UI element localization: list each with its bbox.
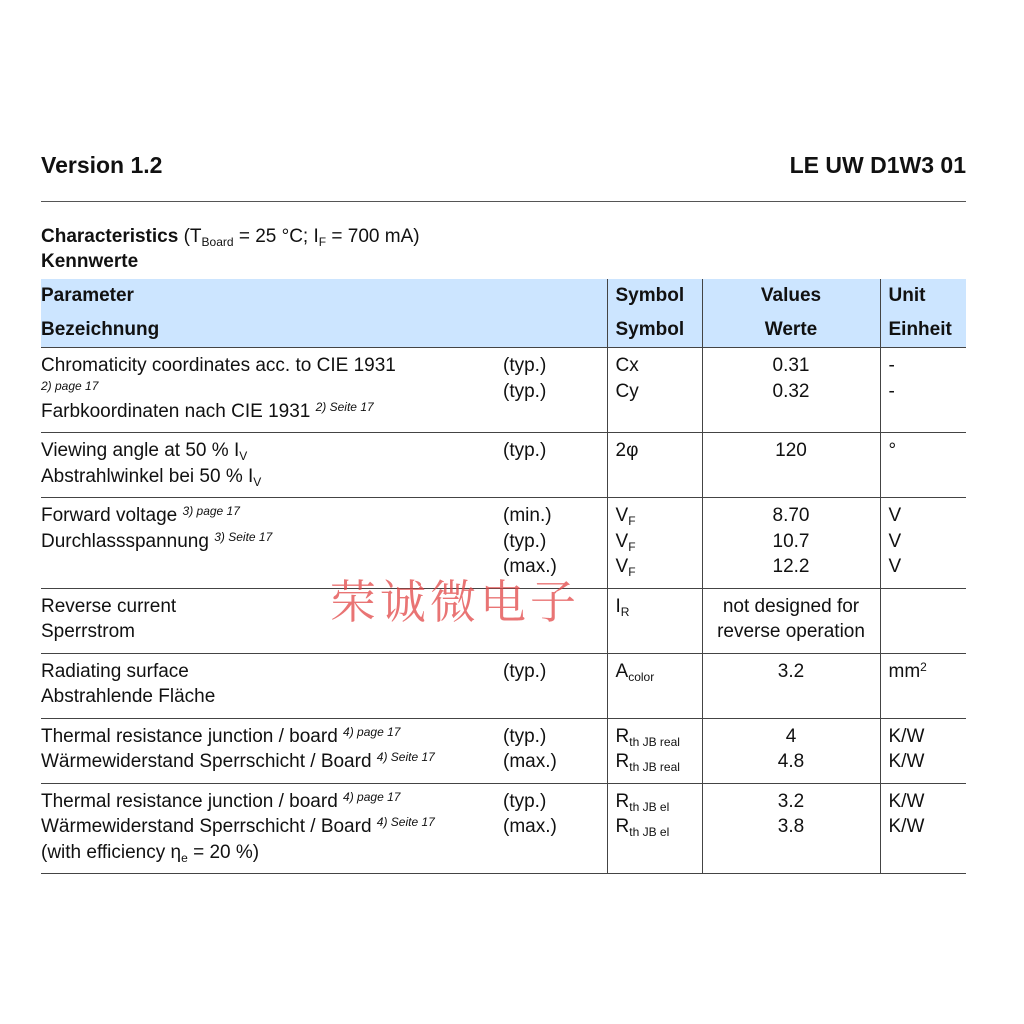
table-row: [41, 433, 966, 498]
version-label: Version 1.2: [41, 152, 163, 178]
table-row: [41, 783, 966, 874]
condition-cell: (min.) (typ.) (max.): [503, 505, 557, 577]
unit-cell: K/W K/W: [888, 725, 925, 772]
table-header-row: [41, 279, 966, 313]
symbol-cell: $A_{color}$: [607, 653, 702, 718]
condition-cell: (typ.) (typ.): [503, 355, 547, 402]
watermark: 荣诚微电子: [330, 575, 580, 629]
symbol-cell: $I_R$: [607, 588, 702, 653]
condition-cell: (typ.): [503, 660, 547, 682]
header-unit: Unit: [888, 285, 926, 307]
symbol-cell: $V_F$ $V_F$ $V_F$: [607, 498, 702, 589]
characteristics-table: [41, 279, 966, 874]
symbol-cell: Cx Cy: [607, 348, 702, 433]
unit-cell: V V V: [888, 505, 902, 577]
unit-cell: K/W K/W: [888, 790, 925, 837]
unit-cell: $mm^2$: [888, 659, 927, 682]
value-cell: 3.2 3.8: [702, 783, 880, 874]
symbol-cell: $R_{th JB el}$ $R_{th JB el}$: [607, 783, 702, 874]
part-number: LE UW D1W3 01: [789, 152, 966, 178]
header-symbol: Symbol: [607, 279, 702, 313]
table-caption: [41, 224, 420, 274]
header-symbol-de: Symbol: [607, 313, 702, 348]
header-divider: [41, 201, 966, 202]
symbol-cell: $R_{th JB real}$ $R_{th JB real}$: [607, 718, 702, 783]
param-cell: Reverse current Sperrstrom: [41, 595, 177, 642]
caption-title: Characteristics: [41, 226, 179, 247]
header-values: Values: [702, 279, 880, 313]
param-cell: Radiating surface Abstrahlende Fläche: [41, 660, 216, 707]
header-bezeichnung: Bezeichnung: [41, 319, 160, 341]
param-cell: Thermal resistance junction / board $^{4) page 17}$ Wärmewiderstand Sperrschicht / Board $^{4) Seite 17}$ (with efficiency $\eta_e = 20$ %): [41, 789, 435, 865]
condition-cell: [503, 588, 607, 653]
unit-cell: °: [888, 440, 897, 461]
param-cell: Forward voltage $^{3) page 17}$ Durchlassspannung $^{3) Seite 17}$: [41, 504, 273, 552]
condition-cell: (typ.) (max.): [503, 790, 557, 837]
caption-condition: ($T_{Board} = 25$ °C; $I_F = 700$ mA): [178, 226, 420, 249]
header-werte: Werte: [702, 313, 880, 348]
header-parameter: Parameter: [41, 285, 134, 307]
value-cell: 0.31 0.32: [702, 348, 880, 433]
header-einheit: Einheit: [888, 319, 952, 341]
param-cell: Chromaticity coordinates acc. to CIE 1931 2) page 17 Farbkoordinaten nach CIE 1931 $^{2) Seite 17}$: [41, 355, 396, 422]
param-cell: Thermal resistance junction / board $^{4) page 17}$ Wärmewiderstand Sperrschicht / Board $^{4) Seite 17}$: [41, 724, 435, 772]
table-row: [41, 498, 966, 589]
caption-subtitle: Kennwerte: [41, 251, 139, 272]
unit-cell: [880, 588, 966, 653]
unit-cell: - -: [888, 355, 895, 402]
table-row: [41, 588, 966, 653]
value-cell: 3.2: [702, 653, 880, 718]
condition-cell: (typ.) (max.): [503, 725, 557, 772]
table-row: [41, 718, 966, 783]
value-cell: 4 4.8: [702, 718, 880, 783]
condition-cell: (typ.): [503, 440, 547, 461]
value-cell: 8.70 10.7 12.2: [702, 498, 880, 589]
table-row: [41, 348, 966, 433]
value-cell: 120: [702, 433, 880, 498]
param-cell: Viewing angle at 50 % $I_V$ Abstrahlwinkel bei 50 % $I_V$: [41, 440, 262, 489]
table-row: [41, 653, 966, 718]
symbol-cell: 2φ: [607, 433, 702, 498]
table-header-row: [41, 313, 966, 348]
value-cell: not designed for reverse operation: [702, 588, 880, 653]
